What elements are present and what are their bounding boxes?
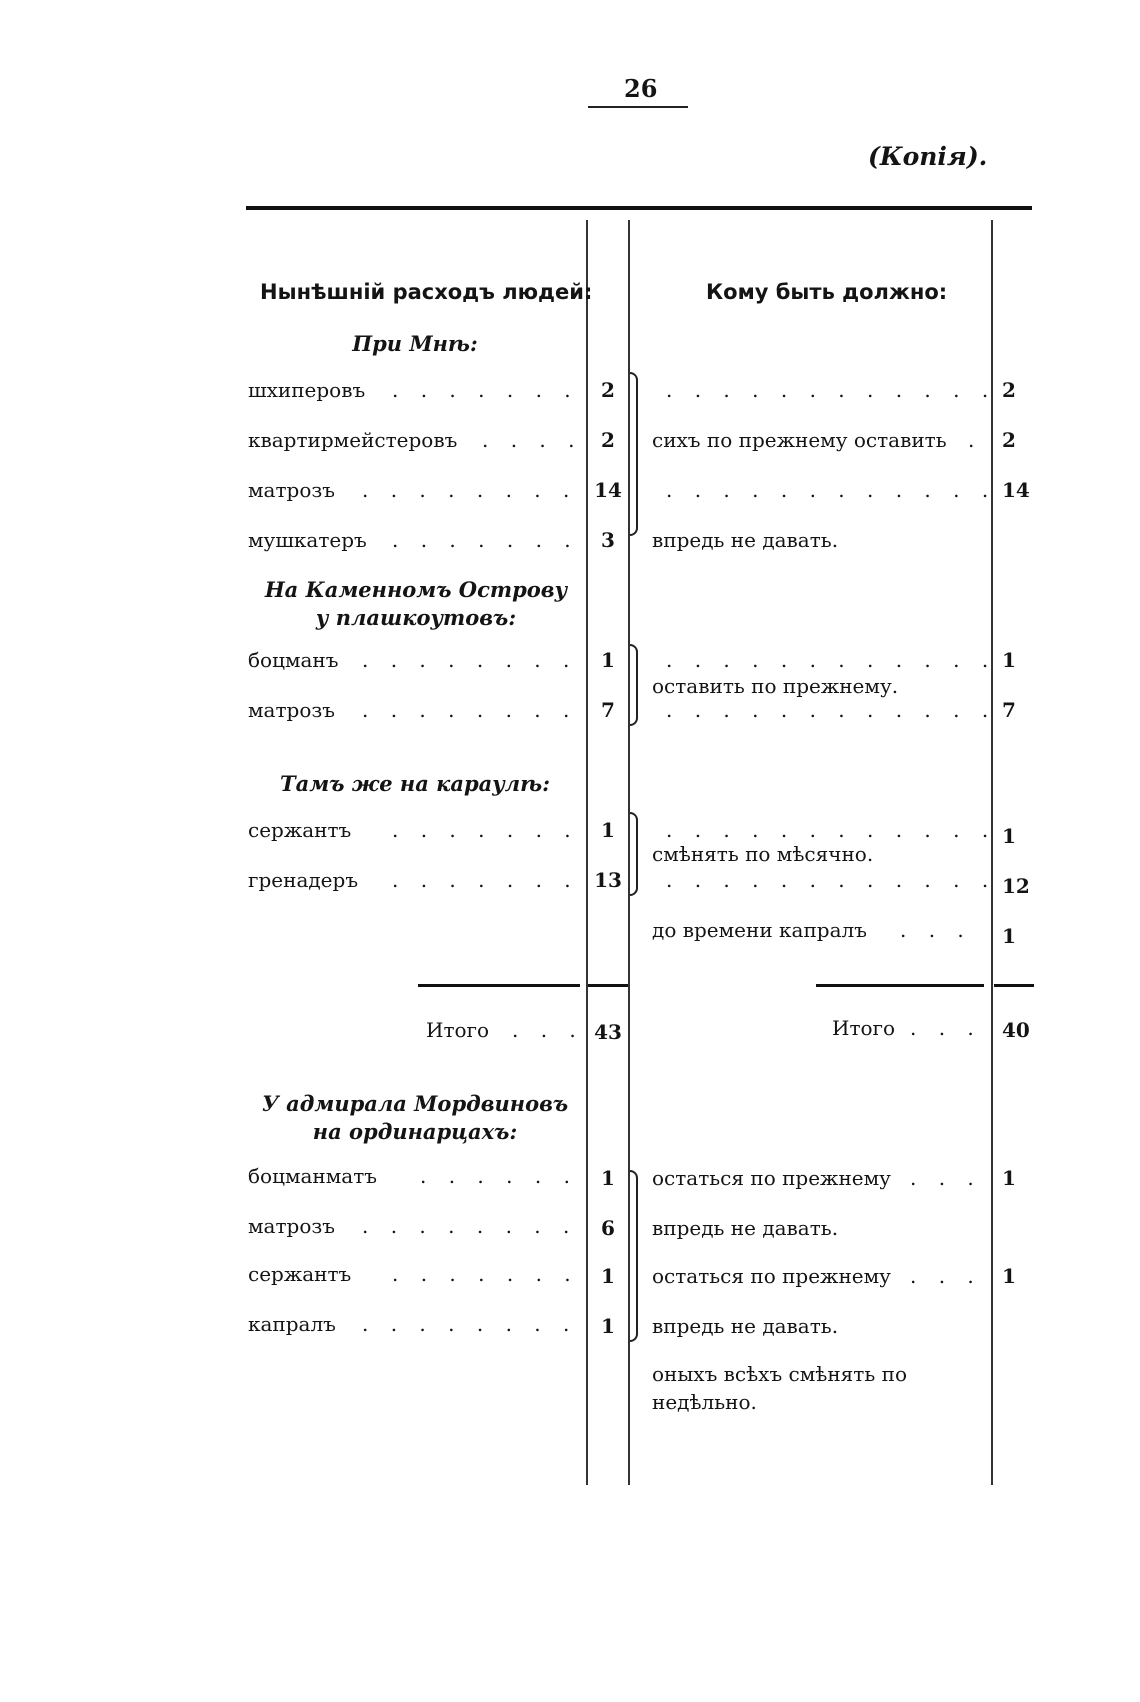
column-divider-left [586, 220, 588, 1485]
row-label: сержантъ [248, 1262, 352, 1286]
row-dots: . . . . . . . . [362, 1312, 578, 1336]
row-dots-right: . [968, 428, 983, 452]
row-label: сержантъ [248, 818, 352, 842]
section-admiral: У адмирала Мордвиновъ на ординарцахъ: [261, 1091, 569, 1144]
section-karaul: Тамъ же на караулѣ: [280, 771, 550, 796]
row-dots: . . . . [482, 428, 583, 452]
row-note: впредь не давать. [652, 1216, 839, 1240]
row-dots: . . . . . . . [392, 1262, 579, 1286]
row-count: 1 [601, 818, 615, 842]
row-count: 7 [601, 698, 615, 722]
left-column-header: Нынѣшній расходъ людей: [260, 280, 593, 304]
row-right-count: 2 [1002, 428, 1016, 452]
group-brace [630, 1170, 638, 1342]
total-label-left: Итого [426, 1018, 490, 1042]
row-dots: . . . . . . . [392, 818, 579, 842]
section-kamenny-ostrov: На Каменномъ Острову у плашкоутовъ: [264, 577, 568, 630]
row-right-count: 1 [1002, 824, 1016, 848]
right-column-header: Кому быть должно: [706, 280, 948, 304]
column-divider-right [991, 220, 993, 1485]
group-brace [630, 812, 638, 896]
row-dots: . . . . . . . [392, 868, 579, 892]
row-count: 1 [601, 648, 615, 672]
row-right-count: 7 [1002, 698, 1016, 722]
total-rule-right-num [994, 984, 1034, 987]
row-count: 3 [601, 528, 615, 552]
row-dots: . . . . . . [420, 1164, 578, 1188]
row-label: матрозъ [248, 1214, 336, 1238]
row-dots-right: . . . . . . . . . . . . [666, 648, 997, 672]
total-left: 43 [594, 1020, 622, 1044]
row-label: квартирмейстеровъ [248, 428, 458, 452]
total-rule-right [816, 984, 984, 987]
row-count: 1 [601, 1314, 615, 1338]
total-rule-left-num [588, 984, 628, 987]
total-rule-left [418, 984, 580, 987]
row-count: 2 [601, 378, 615, 402]
row-note: остаться по прежнему [652, 1166, 891, 1190]
row-dots: . . . . . . . . [362, 1214, 578, 1238]
section-pri-mne: При Мнѣ: [352, 331, 478, 356]
row-dots: . . . . . . . . [362, 648, 578, 672]
top-rule [246, 206, 1032, 210]
row-dots-right: . . . . . . . . . . . . [666, 478, 997, 502]
group-brace [630, 644, 638, 726]
total-dots-right: . . . [910, 1016, 982, 1040]
row-dots: . . . . . . . [392, 528, 579, 552]
row-dots: . . . . . . . [392, 378, 579, 402]
row-count: 6 [601, 1216, 615, 1240]
group-brace [630, 372, 638, 536]
row-dots: . . . . . . . . [362, 478, 578, 502]
row-note: сихъ по прежнему оставить [652, 428, 947, 452]
group-note-kamenny: оставить по прежнему. [652, 674, 899, 698]
total-right: 40 [1002, 1018, 1030, 1042]
row-label: матрозъ [248, 478, 336, 502]
row-dots-right: . . . . . . . . . . . . [666, 868, 997, 892]
row-label: капралъ [248, 1312, 336, 1336]
group-note-karaul: смѣнять по мѣсячно. [652, 842, 874, 866]
row-dots: . . . . . . . . [362, 698, 578, 722]
row-right-count: 14 [1002, 478, 1030, 502]
row-label: мушкатеръ [248, 528, 367, 552]
row-note: до времени капралъ [652, 918, 867, 942]
row-label: боцманъ [248, 648, 339, 672]
row-label: гренадеръ [248, 868, 359, 892]
final-note: оныхъ всѣхъ смѣнять по недѣльно. [652, 1362, 907, 1414]
row-right-count: 1 [1002, 648, 1016, 672]
row-right-count: 1 [1002, 924, 1016, 948]
row-dots-right: . . . . . . . . . . . . [666, 698, 997, 722]
row-label: шхиперовъ [248, 378, 366, 402]
row-right-count: 2 [1002, 378, 1016, 402]
row-note: впредь не давать. [652, 1314, 839, 1338]
row-dots-right: . . . . . . . . . . . . [666, 818, 997, 842]
row-count: 1 [601, 1166, 615, 1190]
row-count: 13 [594, 868, 622, 892]
row-dots-right: . . . [910, 1264, 982, 1288]
page-number: 26 [624, 74, 658, 103]
row-dots-right: . . . [900, 918, 972, 942]
row-count: 2 [601, 428, 615, 452]
row-count: 14 [594, 478, 622, 502]
row-right-count: 1 [1002, 1264, 1016, 1288]
row-right-count: 1 [1002, 1166, 1016, 1190]
row-label: боцманматъ [248, 1164, 378, 1188]
page-number-rule [588, 106, 688, 108]
row-dots-right: . . . [910, 1166, 982, 1190]
total-label-right: Итого [832, 1016, 896, 1040]
row-label: матрозъ [248, 698, 336, 722]
row-right-count: 12 [1002, 874, 1030, 898]
row-note: остаться по прежнему [652, 1264, 891, 1288]
copy-mark: (Копія). [868, 142, 988, 171]
total-dots-left: . . . [512, 1018, 584, 1042]
row-count: 1 [601, 1264, 615, 1288]
row-note: впредь не давать. [652, 528, 839, 552]
row-dots-right: . . . . . . . . . . . . [666, 378, 997, 402]
